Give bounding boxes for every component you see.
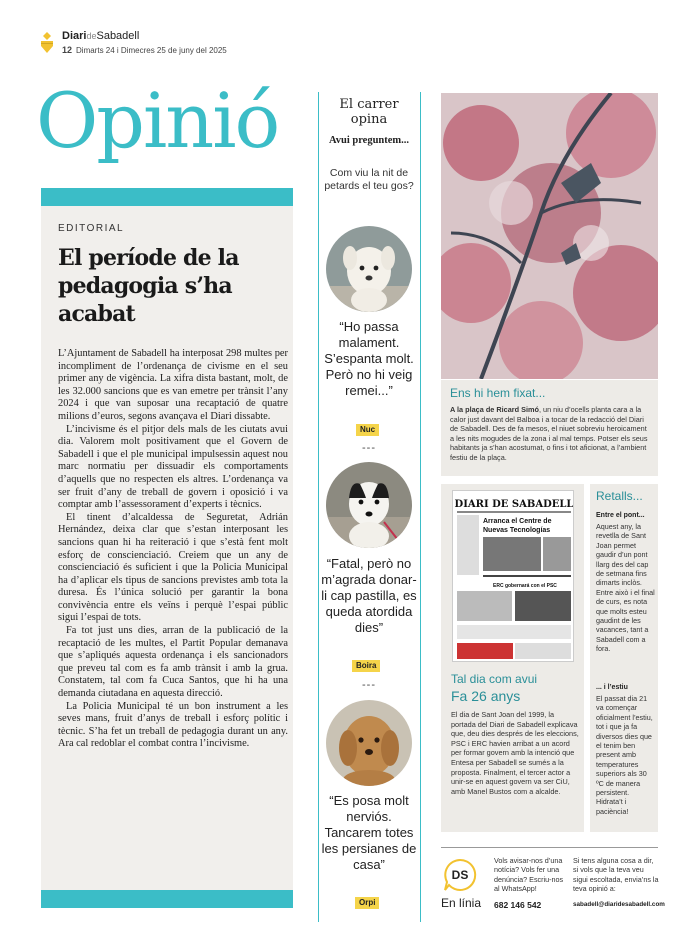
answer-name-tag: Boira	[352, 660, 380, 672]
fixat-title: Ens hi hem fixat...	[450, 386, 546, 400]
page-number: 12	[62, 45, 73, 55]
editorial-paragraph: El tinent d’alcaldessa de Seguretat, Adrián Hernández, deixa clar que s’estan interposant les sancions quan hi ha reiteració i que s’està fent molt esforç de conscienciació. Creiem que un any de conscienciació és suficient i que la Policia Municipal ha d’aplicar els tipus de sancions previstes amb tota la duresa. És l’única solució per garantir la bona convivència entre els veïns i perquè l’espai públic sigui l’espai de tots.	[58, 511, 288, 624]
carrer-title: El carrer opina	[339, 97, 399, 127]
editorial-bottom-bar	[41, 890, 293, 908]
answer-name-tag: Nuc	[356, 424, 379, 436]
svg-text:Nuevas Tecnologías: Nuevas Tecnologías	[483, 527, 551, 534]
cover-sub: ERC gobernará con el PSC	[493, 583, 557, 589]
tal-dia-subtitle: Fa 26 anys	[451, 688, 521, 704]
tal-dia-text: El dia de Sant Joan del 1999, la portada del Diari de Sabadell explicava que, deu dies després de les eleccions, PSC i ERC havien arribat a un acord per formar govern amb la intenció que Entesa per Sabadell se sumés a la proposta. Finalment, el tercer actor a unir-se en aquest govern va ser CiU, amb Manel Bustos com a alcalde.	[451, 710, 579, 796]
editorial-top-bar	[41, 188, 293, 206]
whatsapp-text: Vols avisar-nos d’una notícia? Vols fer una denúncia? Escriu-nos al WhatsApp!	[494, 856, 564, 894]
retalls-title: Retalls...	[596, 489, 643, 503]
retalls-subtitle: Entre el pont...	[596, 512, 645, 519]
opinion-email[interactable]: sabadell@diaridesabadell.com	[573, 901, 665, 908]
carrer-subtitle: Avui preguntem...	[328, 135, 410, 146]
newspaper-cover-image	[452, 490, 574, 662]
editorial-paragraph: L’Ajuntament de Sabadell ha interposat 298 multes per incompliment de l’ordenança de civisme en el seu primer any de vigència. La xifra dista bastant, molt, de les 32.000 sancions que es van emetre per trànsit l’any 2024 i que van suposar una recaptació de quatre milions d’euros, segons avançava el Diari dissabte.	[58, 348, 288, 422]
opinion-text: Si tens alguna cosa a dir, si vols que la teva veu sigui escoltada, envia’ns la teva opinió a:	[573, 856, 659, 894]
answer-quote: “Es posa molt nerviós. Tancarem totes les persianes de casa”	[321, 793, 417, 872]
separator: ---	[362, 442, 376, 454]
retalls-text: El passat dia 21 va començar oficialment l’estiu, tot i que ja fa diversos dies que el tenim ben present amb temperatures superiors als 30 ºC de manera persistent. Hidrata’t i paciència!	[596, 694, 653, 816]
retalls-subtitle: ... i l’estiu	[596, 684, 628, 691]
editorial-paragraph: La Policia Municipal té un bon instrument a les seves mans, fruit d’anys de treball i esforç polític i tècnic. S’ha fet un treball de pedagogia durant un any. Ara cal redoblar el combat contra l’incivisme.	[58, 700, 288, 750]
column-rule	[318, 92, 319, 922]
en-linia-label: En línia	[441, 896, 482, 910]
editorial-headline: El període de la pedagogia s’ha acabat	[58, 245, 239, 327]
carrer-question: Com viu la nit de petards el teu gos?	[324, 167, 414, 192]
ds-logo-text: DS	[451, 868, 469, 882]
answer-name-tag: Orpi	[355, 897, 379, 909]
cover-masthead: DIARI DE SABADELL	[454, 499, 574, 510]
fixat-body: , un niu d’ocells planta cara a la calor just davant del Balboa i a tocar de la redacció del Diari de Sabadell. Des de fa mesos, el niuet sobreviu heroicament a les nits mogudes de la zona i al mal temps. Potser els seus habitants ja s’han acostumat, o fins i tot aficionat, a l’ambient festiu de la plaça.	[450, 405, 648, 462]
dog-photo-nuc	[326, 226, 412, 312]
answer-quote: “Fatal, però no m’agrada donar-li cap pastilla, es queda atordida dies”	[321, 556, 417, 635]
shield-logo-icon	[38, 32, 56, 54]
dog-photo-orpi	[326, 700, 412, 786]
issue-date: Dimarts 24 i Dimecres 25 de juny del 2025	[76, 46, 227, 55]
answer-quote: “Ho passa malament. S’espanta molt. Però no hi veig remei...”	[324, 319, 414, 398]
retalls-text: Aquest any, la revetlla de Sant Joan permet gaudir d’un pont llarg des del cap de setmana fins dimarts inclòs. Entre això i el final de curs, es nota que molts esteu gaudint de les vacances, tant a Sabadell com a fora.	[596, 522, 655, 654]
svg-text:Arranca el Centre de: Arranca el Centre de	[483, 518, 552, 525]
masthead	[38, 30, 338, 60]
whatsapp-phone[interactable]: 682 146 542	[494, 900, 542, 910]
editorial-paragraph: Fa tot just uns dies, arran de la publicació de la recaptació de les multes, el Partit Popular demanava que s’apliqués aquesta ordenança i els sancionadors que preveu tal com es fa amb trànsit i amb la grua. Constatem, tal com fa Cuca Santos, que hi ha una demanda ciutadana en aquesta direcció.	[58, 625, 288, 700]
brand-name: DiarideSabadell	[62, 30, 140, 42]
editorial-paragraph: L’incivisme és el pitjor dels mals de les ciutats avui dia. Valorem molt positivament que el Govern de Sabadell i que el ple municipal impulsessin aquest nou marc normatiu per dissuadir els comportaments d’aquells que no respecten els altres. L’ordenança va ser fruit d’any de treball de govern i oposició i va comptar amb l’assessorament d’experts i tècnics.	[58, 423, 288, 511]
separator: ---	[362, 679, 376, 691]
tal-dia-title: Tal dia com avui	[451, 672, 538, 686]
dog-photo-boira	[326, 462, 412, 548]
section-title: Opinió	[36, 76, 279, 165]
editorial-label: EDITORIAL	[58, 223, 125, 234]
column-rule	[420, 92, 421, 922]
footer-rule	[441, 847, 658, 848]
fixat-text	[450, 405, 650, 463]
fixat-lead: A la plaça de Ricard Simó	[450, 405, 539, 414]
page-info	[62, 45, 227, 55]
tree-photo	[441, 93, 658, 379]
ds-chat-logo-icon	[443, 858, 477, 892]
editorial-body	[58, 348, 288, 751]
